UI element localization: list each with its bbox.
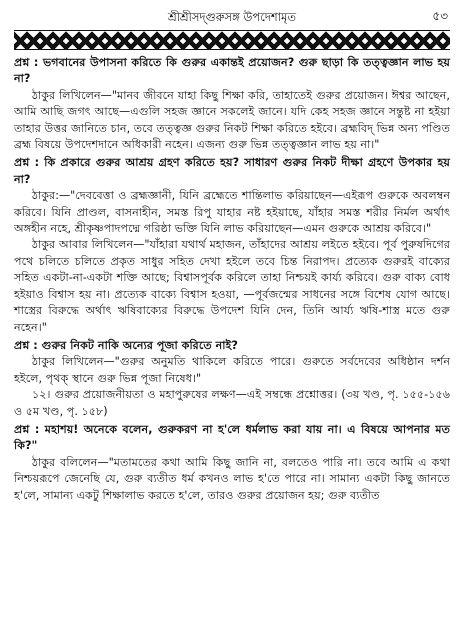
- page-body: [14, 55, 450, 504]
- answer-paragraph: ঠাকুর লিখিলেন—"মানব জীবনে যাহা কিছু শিক্ষা করি, তাহাতেই গুরুর প্রয়োজন। ঈশ্বর আছেন, আমি আছি জগৎ আছে—এগুলি সহজ জ্ঞানে সকলেই জানে। যদি কেহ সহজ জ্ঞানে সন্তুষ্ট না হইয়া তাহার উত্তর জানিতে চান, তবে তত্ত্বজ্ঞ গুরুর নিকট শিক্ষা করিতে হইবে। ব্রহ্মবিদ্ ভিন্ন অন্য পণ্ডিত ব্রহ্ম বিষয়ে উপদেশদানে অধিকারী নহেন। এজন্য গুরু ভিন্ন তত্ত্বজ্ঞান লাভ হয় না।": [14, 88, 450, 152]
- answer-paragraph: ঠাকুর লিখিলেন—"গুরুর অনুমতি থাকিলে করিতে পারে। গুরুতে সর্বদেবের অধিষ্ঠান দর্শন হইলে, পৃথক্ স্থানে গুরু ভিন্ন পূজা নিষেধ।": [14, 355, 450, 385]
- question-paragraph: প্রশ্ন : গুরুর নিকট নাকি অন্যের পূজা করিতে নাই?: [14, 338, 238, 352]
- answer-paragraph: ঠাকুর আবার লিখিলেন—"যাঁহারা যথার্থ মহাজন, তাঁহাদের আশ্রয় লইতে হইবে। পূর্ব পুরুষদিগের পথে চলিতে চলিতে প্রকৃত সাধুর সহিত দেখা হইলে তবে চিন্ত নিরাপদ। প্রত্যেক গুরুরই বাক্যের সহিত একটা-না-একটা শক্তি আছে; বিশ্বাসপূর্বক করিলে তাহা নিশ্চয়ই কার্য্য করিবে। গুরু বাক্য বোধ হইয়াও বিশ্বাস হয় না। প্রত্যেক বাক্যে বিশ্বাস হওয়া, —পূর্বজন্মের সাধনের সঙ্গে বিশেষ যোগ আছে। শাস্ত্রের বিরুদ্ধে অর্থাৎ ঋষিবাক্যের বিরুদ্ধে উপদেশ যিনি দেন, তিনি আর্য্য ঋষি-শাস্ত্র মতে গুরু নহেন।": [14, 238, 450, 334]
- answer-paragraph: ঠাকুর বলিলেন—"মতামতের কথা আমি কিছু জানি না, বলতেও পারি না। তবে আমি এ কথা নিশ্চয়রূপে জেনেছি যে, গুরু ব্যতীত ধর্ম কখনও লাভ হ'তে পারে না। সামান্য একটা কিছু জানতে হ'লে, সামান্য একটু শিক্ষালাভ করতে হ'লে, তারও গুরুর প্রয়োজন হয়; গুরু ব্যতীত: [14, 455, 450, 502]
- page-header: [14, 6, 450, 28]
- decorative-border-band: [14, 30, 450, 50]
- page-number: ৫৩: [432, 9, 448, 23]
- running-title: শ্রীশ্রীসদ্গুরুসঙ্গ উপদেশামৃত: [167, 10, 297, 24]
- question-paragraph: প্রশ্ন : মহাশয়! অনেকে বলেন, গুরুকরণ না হ'লে ধর্মলাভ করা যায় না। এ বিষয়ে আপনার মত কি?": [14, 422, 450, 453]
- section-heading-paragraph: ১২। গুরুর প্রয়োজনীয়তা ও মহাপুরুষের লক্ষণ—এই সম্বন্ধে প্রশ্নোত্তর। (৩য় খণ্ড, পৃ. ১৫৫-১৫৬ ও ৫ম খণ্ড, পৃ. ১৫৮): [14, 388, 450, 418]
- answer-paragraph: ঠাকুর:—"দেববেত্তা ও ব্রহ্মজ্ঞানী, যিনি ব্রহ্মেতে শান্তিলাভ করিয়াছেন—এইরূপ গুরুকে অবলম্বন করিবে। যিনি প্রাণ্ডল, বাসনাহীন, সমস্ত রিপু যাহার নষ্ট হইয়াছে, যাঁহার সমস্ত শরীর নির্মল অর্থাৎ অঙ্গহীন নহে, শ্রীকৃষ্ণপাদপদ্মে গরিষ্ঠা ভক্তি যিনি লাভ করিয়াছেন—এমন গুরুকে আশ্রয় করিবে।": [14, 189, 450, 236]
- question-paragraph: প্রশ্ন : ভগবানের উপাসনা করিতে কি গুরুর একান্তই প্রয়োজন? গুরু ছাড়া কি তত্ত্বজ্ঞান লাভ হয় না?: [14, 56, 450, 86]
- question-paragraph: প্রশ্ন : কি প্রকারে গুরুর আশ্রয় গ্রহণ করিতে হয়? সাধারণ গুরুর নিকট দীক্ষা গ্রহণে উপকার হয় না?: [14, 156, 450, 186]
- document-page: [14, 6, 450, 504]
